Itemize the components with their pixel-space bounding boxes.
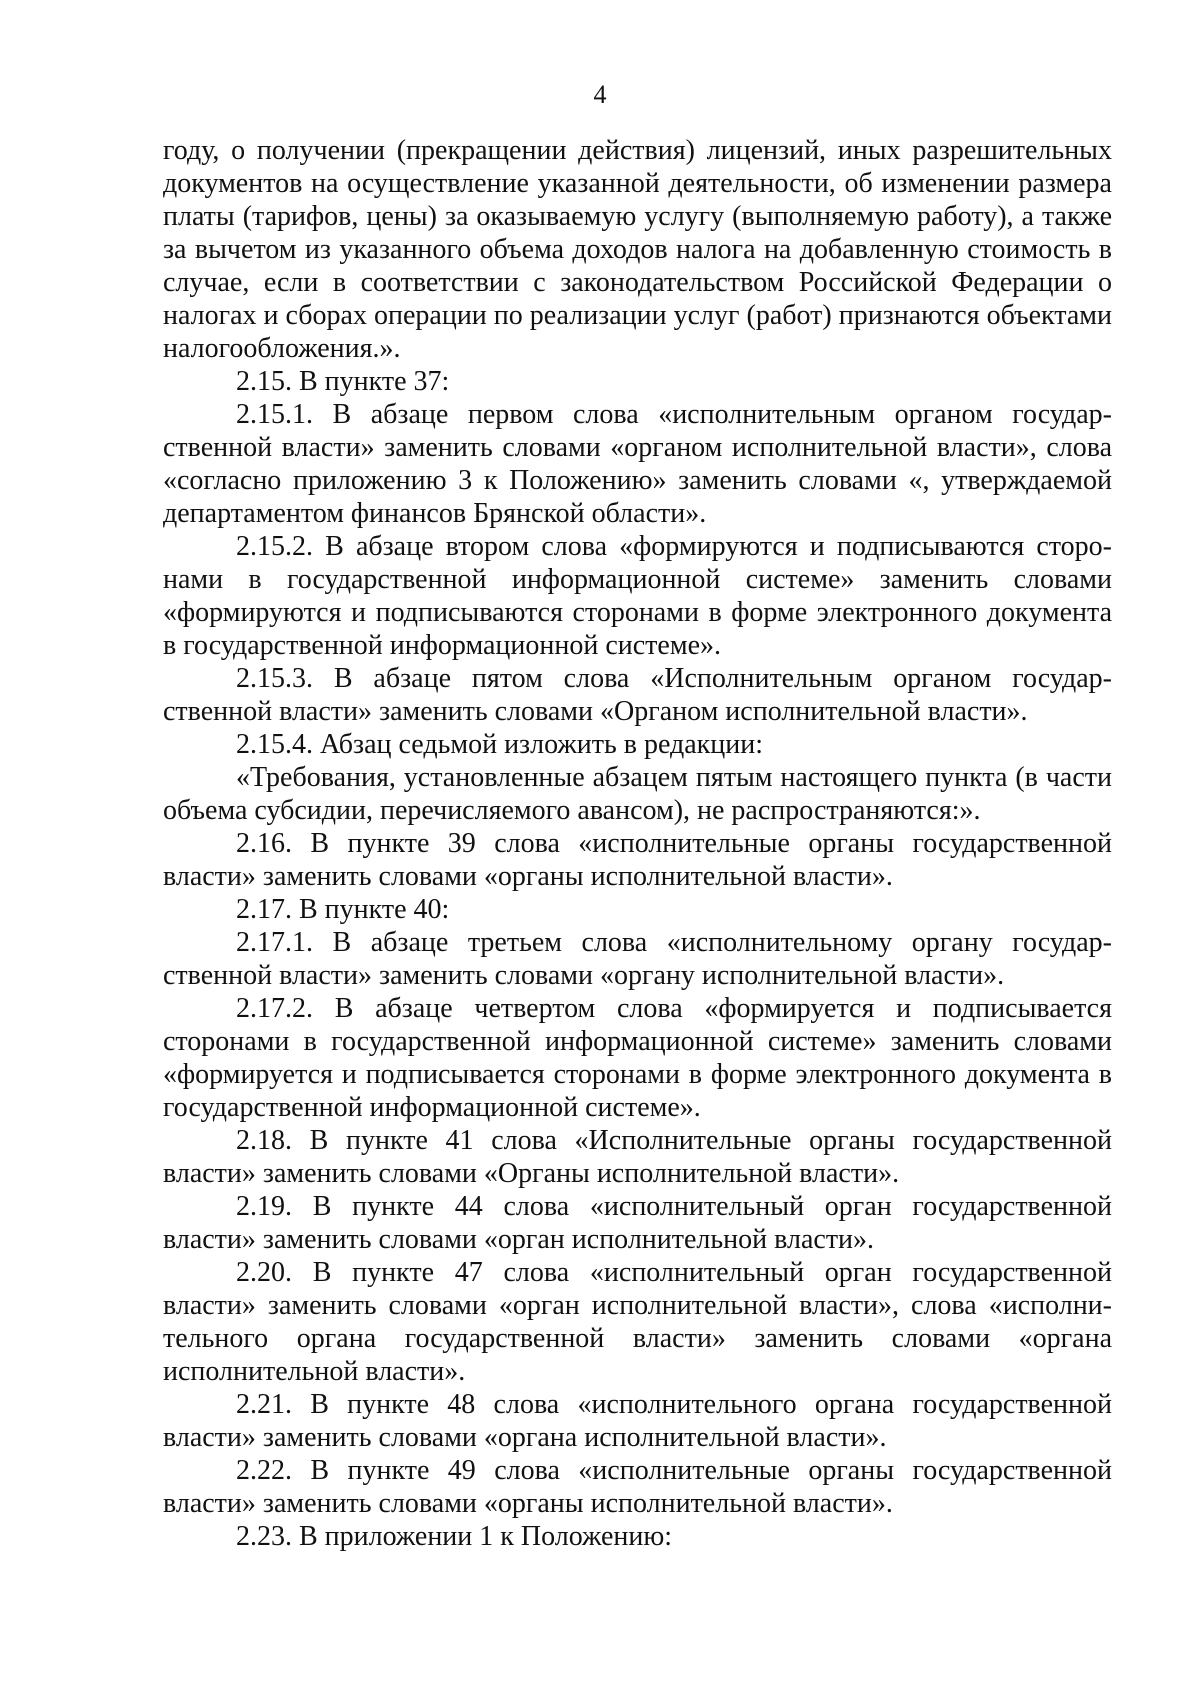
paragraph-2-17-2: 2.17.2. В абзаце четвертом слова «формируется и подписывается сторонами в государственной информационной системе» заменить словами «формируется и подписывается сторонами в форме электронного документа в государственной информационной системе». [163,993,1112,1123]
paragraph-quoted-requirements: «Требования, установленные абзацем пятым настоящего пункта (в части объема субсидии, перечисляемого авансом), не распространяются:». [163,762,1112,826]
paragraph-2-15: 2.15. В пункте 37: [236,366,450,397]
paragraph-2-15-2: 2.15.2. В абзаце втором слова «формируются и подписываются сторонами в государственной информационной системе» заменить словами «формируются и подписываются сторонами в форме электронного документа в государственной информационной системе». [163,531,1112,661]
paragraph-2-17: 2.17. В пункте 40: [236,894,450,925]
page-number: 4 [593,80,607,109]
paragraph-2-22: 2.22. В пункте 49 слова «исполнительные органы государственной власти» заменить словами «органы исполнительной власти». [163,1455,1112,1519]
paragraph-2-19: 2.19. В пункте 44 слова «исполнительный орган государственной власти» заменить словами «орган исполнительной власти». [163,1191,1112,1255]
paragraph-2-20: 2.20. В пункте 47 слова «исполнительный орган государственной власти» заменить словами «орган исполнительной власти», слова «исполнительного органа государственной власти» заменить словами «органа исполнительной власти». [163,1257,1112,1387]
paragraph-2-15-4: 2.15.4. Абзац седьмой изложить в редакции: [236,729,764,760]
paragraph-2-17-1: 2.17.1. В абзаце третьем слова «исполнительному органу государственной власти» заменить словами «органу исполнительной власти». [163,927,1112,991]
paragraph-2-21: 2.21. В пункте 48 слова «исполнительного органа государственной власти» заменить словами «органа исполнительной власти». [163,1389,1112,1453]
paragraph-2-16: 2.16. В пункте 39 слова «исполнительные органы государственной власти» заменить словами «органы исполнительной власти». [163,828,1112,892]
paragraph-2-23: 2.23. В приложении 1 к Положению: [236,1521,673,1552]
paragraph-2-15-3: 2.15.3. В абзаце пятом слова «Исполнительным органом государственной власти» заменить словами «Органом исполнительной власти». [163,663,1112,727]
paragraph-continuation: году, о получении (прекращении действия) лицензий, иных разрешительных документов на осуществление указанной деятельности, об изменении размера платы (тарифов, цены) за оказываемую услугу (выполняемую работу), а также за вычетом из указанного объема доходов налога на добавленную стоимость в случае, если в соответствии с законодательством Российской Федерации о налогах и сборах операции по реализации услуг (работ) признаются объектами налогообложения.». [163,135,1112,364]
paragraph-2-18: 2.18. В пункте 41 слова «Исполнительные органы государственной власти» заменить словами «Органы исполнительной власти». [163,1125,1112,1189]
document-body [163,134,1112,1553]
paragraph-2-15-1: 2.15.1. В абзаце первом слова «исполнительным органом государственной власти» заменить словами «органом исполнительной власти», слова «согласно приложению 3 к Положению» заменить словами «, утверждаемой департаментом финансов Брянской области». [163,399,1112,529]
